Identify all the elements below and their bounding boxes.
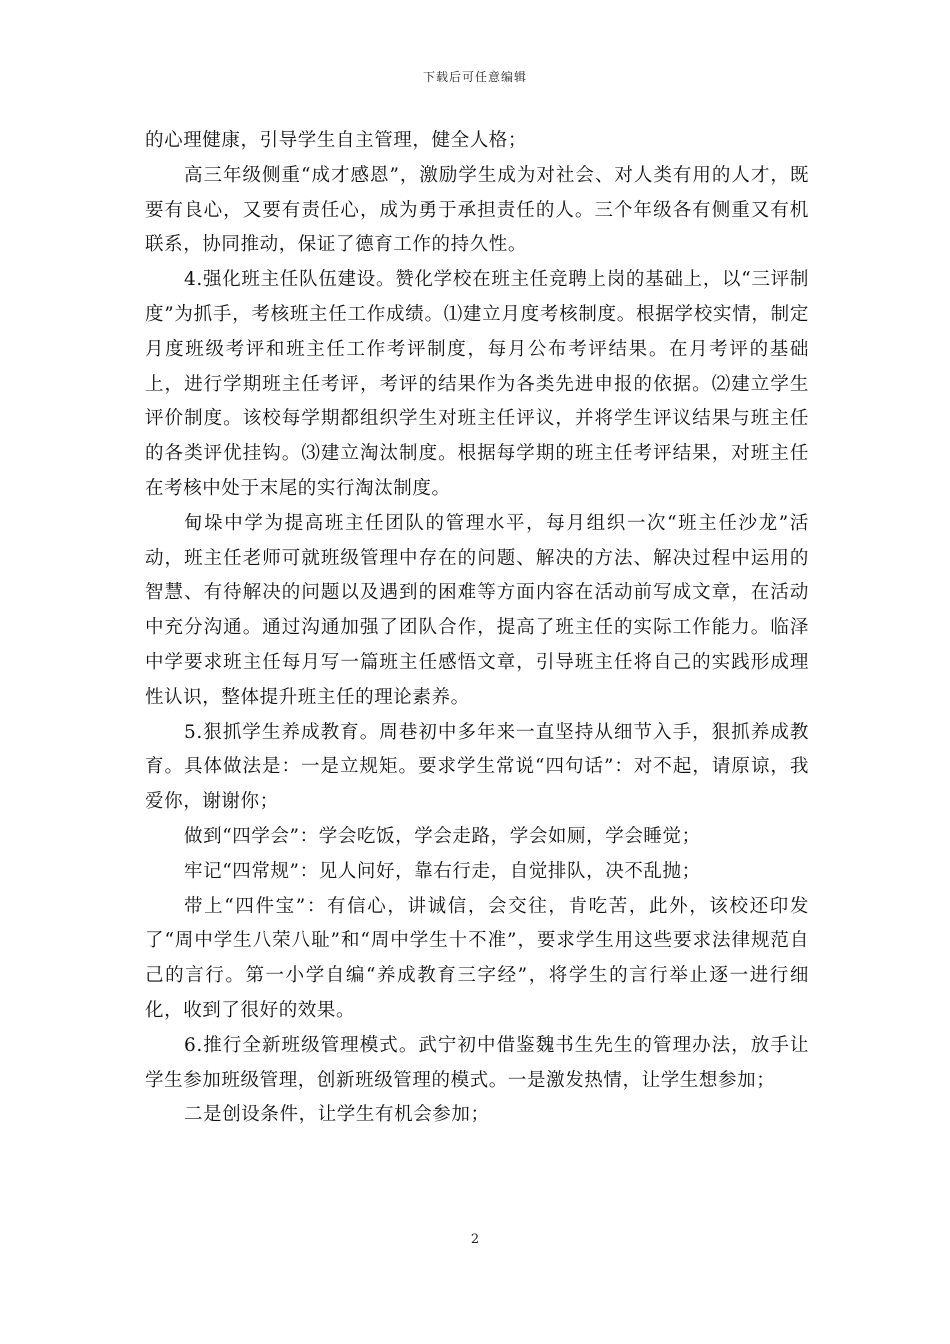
paragraph-grade-three: 高三年级侧重“成才感恩”，激励学生成为对社会、对人类有用的人才，既要有良心，又要有责任心，成为勇于承担责任的人。三个年级各有侧重又有机联系，协同推动，保证了德育工作的持久性。 [145,164,809,256]
paragraph-four-learn: 做到“四学会”：学会吃饭，学会走路，学会如厕，学会睡觉； [184,825,701,847]
document-body [145,124,809,1133]
paragraph-four-rules: 牢记“四常规”：见人问好，靠右行走，自觉排队，决不乱抛； [184,860,701,882]
paragraph-continuation: 的心理健康，引导学生自主管理，健全人格； [145,130,528,151]
paragraph-item-6: 6.推行全新班级管理模式。武宁初中借鉴魏书生先生的管理办法，放手让学生参加班级管理，创新班级管理的模式。一是激发热情，让学生想参加； [145,1034,809,1091]
paragraph-conditions: 二是创设条件，让学生有机会参加； [184,1104,490,1126]
paragraph-four-treasures: 带上“四件宝”：有信心，讲诚信，会交往，肯吃苦，此外，该校还印发了“周中学生八荣八耻”和“周中学生十不准”，要求学生用这些要求法律规范自己的言行。第一小学自编“养成教育三字经”，将学生的言行举止逐一进行细化，收到了很好的效果。 [145,895,809,1021]
page-header: 下载后可任意编辑 [422,70,527,84]
paragraph-salon: 甸垛中学为提高班主任团队的管理水平，每月组织一次“班主任沙龙”活动，班主任老师可就班级管理中存在的问题、解决的方法、解决过程中运用的智慧、有待解决的问题以及遇到的困难等方面内容在活动前写成文章，在活动中充分沟通。通过沟通加强了团队合作，提高了班主任的实际工作能力。临泽中学要求班主任每月写一篇班主任感悟文章，引导班主任将自己的实践形成理性认识，整体提升班主任的理论素养。 [145,512,809,708]
paragraph-item-5: 5.狠抓学生养成教育。周巷初中多年来一直坚持从细节入手，狠抓养成教育。具体做法是：一是立规矩。要求学生常说“四句话”：对不起，请原谅，我爱你，谢谢你； [145,721,809,813]
page-number: 2 [470,1232,480,1247]
paragraph-item-4: 4.强化班主任队伍建设。赞化学校在班主任竞聘上岗的基础上，以“三评制度”为抓手，考核班主任工作成绩。⑴建立月度考核制度。根据学校实情，制定月度班级考评和班主任工作考评制度，每月公布考评结果。在月考评的基础上，进行学期班主任考评，考评的结果作为各类先进申报的依据。⑵建立学生评价制度。该校每学期都组织学生对班主任评议，并将学生评议结果与班主任的各类评优挂钩。⑶建立淘汰制度。根据每学期的班主任考评结果，对班主任在考核中处于末尾的实行淘汰制度。 [145,269,809,499]
